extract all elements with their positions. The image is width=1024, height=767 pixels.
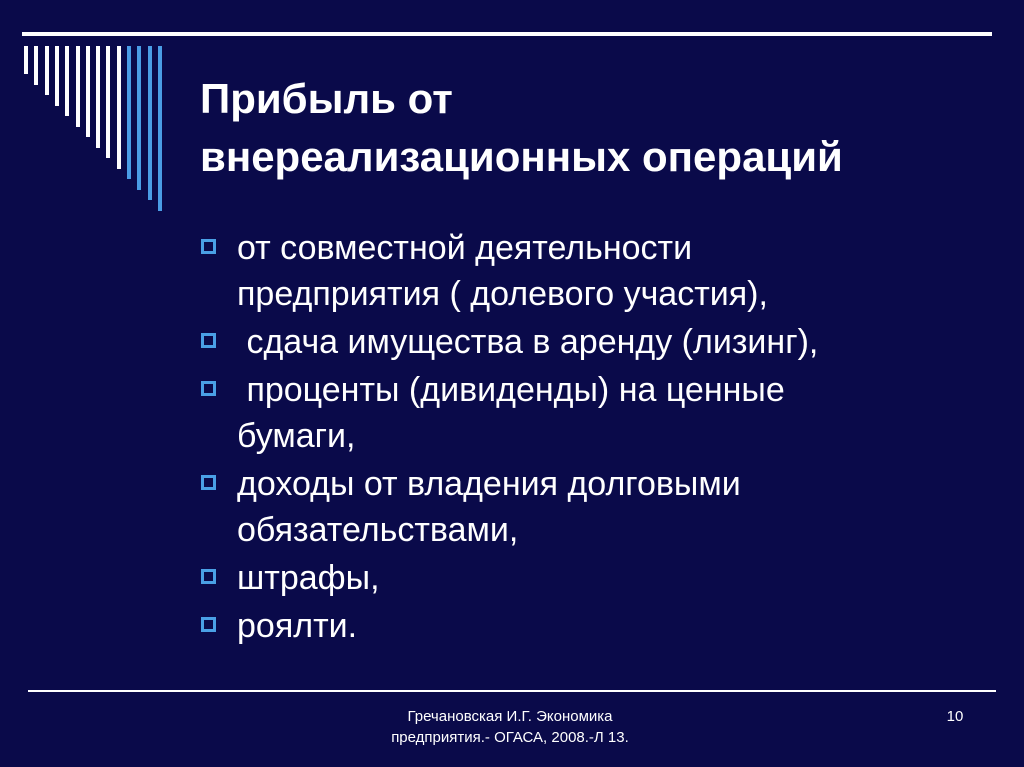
bullet-item-royalty xyxy=(200,603,990,649)
decorative-stripe xyxy=(34,46,38,85)
decorative-stripe xyxy=(76,46,80,127)
decorative-stripe xyxy=(117,46,121,169)
bullet-list xyxy=(200,225,990,651)
decorative-stripe xyxy=(137,46,141,190)
decorative-stripe xyxy=(45,46,49,95)
slide-title xyxy=(200,70,1000,186)
bullet-text: доходы от владения долговыми обязательствами, xyxy=(237,465,741,549)
decorative-stripe xyxy=(24,46,28,74)
footer-line-2: предприятия.- ОГАСА, 2008.-Л 13. xyxy=(391,729,629,746)
bullet-text: сдача имущества в аренду (лизинг), xyxy=(237,323,819,361)
bullet-item-interest xyxy=(200,367,990,459)
decorative-stripe xyxy=(55,46,59,106)
bullet-item-debt-income xyxy=(200,461,990,553)
bullet-text: штрафы, xyxy=(237,559,380,597)
slide-title-line-2: внереализационных операций xyxy=(200,133,843,180)
square-bullet-icon xyxy=(201,239,216,254)
square-bullet-icon xyxy=(201,475,216,490)
slide-title-line-1: Прибыль от xyxy=(200,75,453,122)
square-bullet-icon xyxy=(201,569,216,584)
footer-citation xyxy=(340,706,680,748)
bottom-divider-line xyxy=(28,690,996,692)
bullet-text: роялти. xyxy=(237,607,358,645)
footer-line-1: Гречановская И.Г. Экономика xyxy=(407,708,613,725)
decorative-stripe xyxy=(96,46,100,148)
square-bullet-icon xyxy=(201,333,216,348)
decorative-stripe xyxy=(86,46,90,137)
decorative-stripe xyxy=(65,46,69,116)
bullet-item-joint-activity xyxy=(200,225,990,317)
decorative-stripe xyxy=(106,46,110,158)
bullet-item-lease xyxy=(200,319,990,365)
square-bullet-icon xyxy=(201,381,216,396)
decorative-stripe xyxy=(148,46,152,200)
bullet-text: проценты (дивиденды) на ценные бумаги, xyxy=(237,371,785,455)
bullet-item-fines xyxy=(200,555,990,601)
decorative-stripe xyxy=(158,46,162,211)
bullet-text: от совместной деятельности предприятия ( долевого участия), xyxy=(237,229,768,313)
square-bullet-icon xyxy=(201,617,216,632)
page-number: 10 xyxy=(946,708,964,725)
decorative-stripes xyxy=(0,0,180,210)
decorative-stripe xyxy=(127,46,131,179)
